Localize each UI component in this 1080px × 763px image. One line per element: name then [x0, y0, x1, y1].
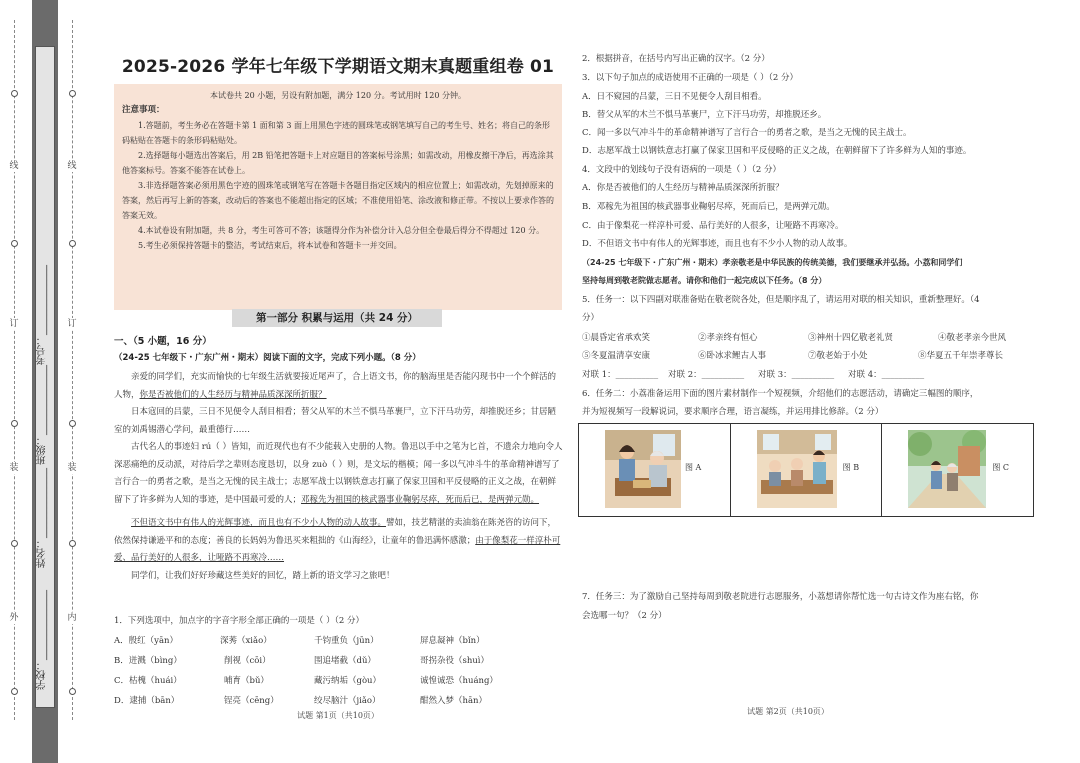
binding-hole [69, 420, 76, 427]
field-school: 学校：______________ [37, 590, 48, 690]
q4-option-d: D．不但语文书中有伟人的光辉事迹，而且也有不少小人物的动人故事。 [582, 239, 853, 249]
notice-heading: 注意事项： [122, 105, 165, 115]
field-exam-id: 考号：______________ [37, 265, 48, 365]
question-1: 1．下列选项中，加点字的字音字形全部正确的一项是（ ）（2 分） [114, 616, 364, 626]
binding-strip [0, 0, 100, 763]
picture-cell-c [882, 424, 1033, 516]
binding-hole [11, 420, 18, 427]
name-label: 姓名： [37, 538, 48, 568]
underlined-sentence: 邓稼先为祖国的核武器事业鞠躬尽瘁，死而后已，是两弹元勋。 [301, 494, 540, 505]
picture-cell-b [731, 424, 883, 516]
notice-item: 5.考生必须保持答题卡的整洁，考试结束后，将本试卷和答题卡一并交回。 [138, 241, 402, 250]
question-3: 3．以下句子加点的成语使用不正确的一项是（ ）（2 分） [582, 73, 798, 83]
q3-option-b: B．替父从军的木兰不惧马革裹尸，立下汗马功劳，却推脱还乡。 [582, 110, 827, 120]
elderly-volunteer-picture-c [908, 430, 986, 508]
binding-hole [69, 240, 76, 247]
q3-option-c: C．闻一多以气冲斗牛的革命精神谱写了言行合一的勇者之歌，是当之无愧的民主战士。 [582, 128, 912, 138]
section-source-2: （24-25 七年级下・广东广州・期末）孝亲敬老是中华民族的传统美德，我们要继承并弘扬。小荔和同学们 [582, 258, 963, 267]
elderly-volunteer-picture-a [605, 430, 681, 508]
couplet-answer[interactable]: 对联 4：__________ [848, 370, 925, 380]
page-2 [578, 0, 1040, 763]
passage-paragraph: 亲爱的同学们，充实而愉快的七年级生活就要接近尾声了，合上语文书，你的脑海里是否能闪现书中一个个鲜活的人物，你是否被他们的人生经历与精神品质深深所折服？ [114, 372, 557, 400]
paper-title: 2025-2026 学年七年级下学期语文期末真题重组卷 01 [121, 57, 555, 77]
notice-box [114, 84, 562, 310]
question-7: 7．任务三：为了激励自己坚持每周到敬老院进行志愿服务，小荔想请你帮忙选一句古诗文作为座右铭，你 [582, 592, 979, 602]
binding-hole [11, 240, 18, 247]
exam-id-label: 考号： [37, 335, 48, 365]
page-footer: 试题 第1页（共10页） [297, 711, 379, 720]
question-6-cont: 并为短视频写一段解说词，要求顺序合理，语言凝练，并运用排比修辞。（2 分） [582, 407, 884, 417]
mark-inner: 内 [67, 613, 77, 623]
section-heading: 一、（5 小题，16 分） [114, 336, 212, 347]
section-source-2-cont: 坚持每周到敬老院做志愿者。请你和他们一起完成以下任务。（8 分） [582, 276, 827, 285]
mark-line: 线 [9, 161, 19, 171]
couplet-line: ⑧华夏五千年崇孝尊长 [918, 351, 1004, 361]
page-footer: 试题 第2页（共10页） [747, 707, 829, 716]
passage-paragraph: 同学们，让我们好好珍藏这些美好的回忆，踏上新的语文学习之旅吧！ [131, 570, 395, 581]
q4-option-b: B．邓稼先为祖国的核武器事业鞠躬尽瘁，死而后已，是两弹元勋。 [582, 202, 835, 212]
couplet-answer[interactable]: 对联 3：__________ [758, 370, 835, 380]
mark-line: 线 [67, 161, 77, 171]
picture-label-a: 图 A [685, 463, 702, 472]
question-5: 5．任务一：以下四副对联准备贴在敬老院各处，但是顺序乱了，请运用对联的相关知识，重新整理好。（4 [582, 295, 980, 305]
couplet-answer[interactable]: 对联 2：__________ [668, 370, 745, 380]
part-title: 第一部分 积累与运用（共 24 分） [232, 309, 442, 327]
q3-option-d: D．志愿军战士以钢铁意志打赢了保家卫国和平反侵略的正义之战，在朝鲜留下了许多鲜为人知的事迹。 [582, 146, 972, 156]
picture-label-b: 图 B [842, 463, 860, 472]
school-label: 学校： [37, 660, 48, 690]
notice-item: 3.非选择题答案必须用黑色字迹的圆珠笔或钢笔写在答题卡各题目指定区域内的相应位置上；如需改动，先划掉原来的答案，然后再写上新的答案，改动后的答案也不能超出指定的区域；不准使用铅笔、涂改液和修正带。不按以上要求作答的答案无效。 [122, 181, 554, 220]
q4-option-c: C．由于像梨花一样淳朴可爱、品行美好的人很多，让哑路不再寒冷。 [582, 221, 844, 231]
question-5-cont: 分） [582, 313, 600, 323]
picture-cell-a [579, 424, 731, 516]
question-6: 6．任务二：小荔准备运用下面的图片素材制作一个短视频，介绍他们的志愿活动，请确定三幅图的顺序， [582, 389, 979, 399]
binding-hole [11, 688, 18, 695]
q4-option-a: A．你是否被他们的人生经历与精神品质深深所折服？ [582, 183, 784, 193]
question-7-cont: 会选哪一句？（2 分） [582, 611, 667, 621]
mark-install: 装 [67, 463, 77, 473]
field-name: 姓名：______________ [37, 468, 48, 568]
couplet-line: ②孝亲终有恒心 [698, 333, 758, 343]
binding-hole [69, 540, 76, 547]
question-2: 2．根据拼音，在括号内写出正确的汉字。（2 分） [582, 54, 770, 64]
binding-hole [69, 688, 76, 695]
couplet-line: ⑦敬老始于小处 [808, 351, 868, 361]
passage-paragraph: 日本寇回的吕蒙，三日不见便令人刮目相看；替父从军的木兰不惧马革裹尸，立下汗马功劳，却推脱还乡；甘居陋室的刘禹锡潜心学问，最重德行…… [114, 407, 557, 435]
notice-summary: 本试卷共 20 小题，另设有附加题，满分 120 分。考试用时 120 分钟。 [210, 91, 466, 100]
underlined-sentence: 由于像梨花一样淳朴可爱、品行美好的人很多，让哑路不再寒冷…… [114, 535, 561, 563]
couplet-answer[interactable]: 对联 1：__________ [582, 370, 659, 380]
reading-passage [114, 369, 564, 585]
page-1: 2025-2026 学年七年级下学期语文期末真题重组卷 01 本试卷共 20 小题，另设有附加题，满分 120 分。考试用时 120 分钟。 注意事项： 1.答题前，考生务必在答题卡第 1 面和第 3 面上用黑色字迹的圆珠笔或钢笔填写自己的考生号、姓名；将自己的条形码粘贴在答题卡的条形码粘贴处。 2.选择题每小题选出答案后，用 2B 铅笔把答题卡上对应题目的答案标号涂黑；如需改动，用橡皮擦干净后，再选涂其他答案标号。答案不能答在试卷上。 3.非选择题答案必须用黑色字迹的圆珠笔或钢笔写在答题卡各题目指定区域内的相应位置上；如需改动，先划掉原来的答案，然后再写上新的答案，改动后的答案也不能超出指定的区域；不准使用铅笔、涂改液和修正带。不按以上要求作答的答案无效。 4.本试卷设有附加题，共 8 分，考生可答可不答；该题得分作为补偿分计入总分但全卷最后得分不得超过 120 分。 5.考生必须保持答题卡的整洁，考试结束后，将本试卷和答题卡一并交回。 第一部分 积累与运用（共 24 分） 一、（5 小题，16 分） （24-25 七年级下・广东广州・期末）阅读下面的文字，完成下列小题。（8 分） 亲爱的同学们，充实而愉快的七年级生活就要接近尾声了，合上语文书，你的脑海里是否能闪现书中一个个鲜活的人物，你是否被他们的人生经历与精神品质深深所折服？ 日本寇回的吕蒙，三日不见便令人刮目相看；替父从军的木兰不惧马革裹尸，立下汗马功劳，却推脱还乡；甘居陋室的刘禹锡潜心学问，最重德行…… 古代名人的事迹妇 rú（ ）皆知，而近现代也有不少能载入史册的人物。鲁迅以手中之笔为匕首，不遗余力地向令人深恶痛绝的反动派，对待后学之辈则态度恳切，以身 zuò（ ）则，是文坛的楷模；闻一多以气冲斗牛的革命精神谱写了言行合一的勇者之歌，是当之无愧的民主战士；志愿军战士以钢铁意志打赢了保家卫国和平反侵略的正义之战，在朝鲜留下了许多鲜为人知的事迹，是中国最可爱的人；邓稼先为祖国的核武器事业鞠躬尽瘁，死而后已，是两弹元勋。 不但语文书中有伟人的光辉事迹，而且也有不少小人物的动人故事。譬如，技艺精湛的卖油翁在陈尧咨的访问下，依然保持谦逊平和的态度；善良的长妈妈为鲁迅买来粗拙的《山海经》，让童年的鲁迅满怀感激；由于像梨花一样淳朴可爱、品行美好的人很多，让哑路不再寒冷…… 同学们，让我们好好珍藏这些美好的回忆，踏上新的语文学习之旅吧！ 1．下列选项中，加点字的字音字形全部正确的一项是（ ）（2 分） A．殷红（yān） 深莠（xiǎo） 千钧重负（jūn） 屏息凝神（bǐn） B．迸溅（bìng） 削视（cōi） 围追堵截（dǔ） 哥拐杂役（shuì） C．枯槐（huái） 哺育（bǔ） 藏污纳垢（gòu） 诚惶诚恐（huáng） D．逮捕（bān） 锃亮（cēng） 绞尽脑汁（jiǎo） 酣然入梦（hān） 试题 第1页（共10页） [112, 0, 564, 763]
passage-paragraph: 不但语文书中有伟人的光辉事迹，而且也有不少小人物的动人故事。譬如，技艺精湛的卖油翁在陈尧咨的访问下，依然保持谦逊平和的态度；善良的长妈妈为鲁迅买来粗拙的《山海经》，让童年的鲁迅满怀感激；由于像梨花一样淳朴可爱、品行美好的人很多，让哑路不再寒冷…… [114, 518, 561, 563]
mark-bind: 订 [9, 319, 19, 329]
couplet-line: ③神州十四亿敬老礼贤 [808, 333, 894, 343]
couplet-line: ⑥卧冰求鲤古人事 [698, 351, 767, 361]
couplet-line: ①晨昏定省承欢笑 [582, 333, 651, 343]
binding-hole [11, 540, 18, 547]
binding-hole [11, 90, 18, 97]
couplet-line: ④敬老孝亲今世风 [938, 333, 1007, 343]
notice-item: 4.本试卷设有附加题，共 8 分，考生可答可不答；该题得分作为补偿分计入总分但全卷最后得分不得超过 120 分。 [138, 226, 545, 235]
couplet-line: ⑤冬夏温清享安康 [582, 351, 651, 361]
q3-option-a: A．日不窥园的吕蒙，三日不见便令人刮目相看。 [582, 92, 767, 102]
mark-install: 装 [9, 463, 19, 473]
notice-item: 2.选择题每小题选出答案后，用 2B 铅笔把答题卡上对应题目的答案标号涂黑；如需改动，用橡皮擦干净后，再选涂其他答案标号。答案不能答在试卷上。 [122, 151, 554, 175]
field-class: 班级：______________ [37, 365, 48, 465]
mark-outer: 外 [9, 613, 19, 623]
class-label: 班级： [37, 435, 48, 465]
picture-table [578, 423, 1034, 517]
question-4: 4．文段中的划线句子没有语病的一项是（ ）（2 分） [582, 165, 781, 175]
binding-hole [69, 90, 76, 97]
underlined-sentence: 你是否被他们的人生经历与精神品质深深所折服？ [139, 389, 327, 400]
mark-bind: 订 [67, 319, 77, 329]
notice-item: 1.答题前，考生务必在答题卡第 1 面和第 3 面上用黑色字迹的圆珠笔或钢笔填写自己的考生号、姓名；将自己的条形码粘贴在答题卡的条形码粘贴处。 [122, 121, 550, 145]
passage-source: （24-25 七年级下・广东广州・期末）阅读下面的文字，完成下列小题。（8 分） [114, 353, 421, 363]
picture-label-c: 图 C [992, 463, 1010, 472]
passage-paragraph: 古代名人的事迹妇 rú（ ）皆知，而近现代也有不少能载入史册的人物。鲁迅以手中之笔为匕首，不遗余力地向令人深恶痛绝的反动派，对待后学之辈则态度恳切，以身 zuò（ ）则，是文坛的楷模；闻一多以气冲斗牛的革命精神谱写了言行合一的勇者之歌，是当之无愧的民主战士；志愿军战士以钢铁意志打赢了保家卫国和平反侵略的正义之战，在朝鲜留下了许多鲜为人知的事迹，是中国最可爱的人；邓稼先为祖国的核武器事业鞠躬尽瘁，死而后已，是两弹元勋。 [114, 442, 563, 505]
elderly-volunteer-picture-b [757, 430, 837, 508]
underlined-sentence: 不但语文书中有伟人的光辉事迹，而且也有不少小人物的动人故事。 [131, 518, 387, 528]
